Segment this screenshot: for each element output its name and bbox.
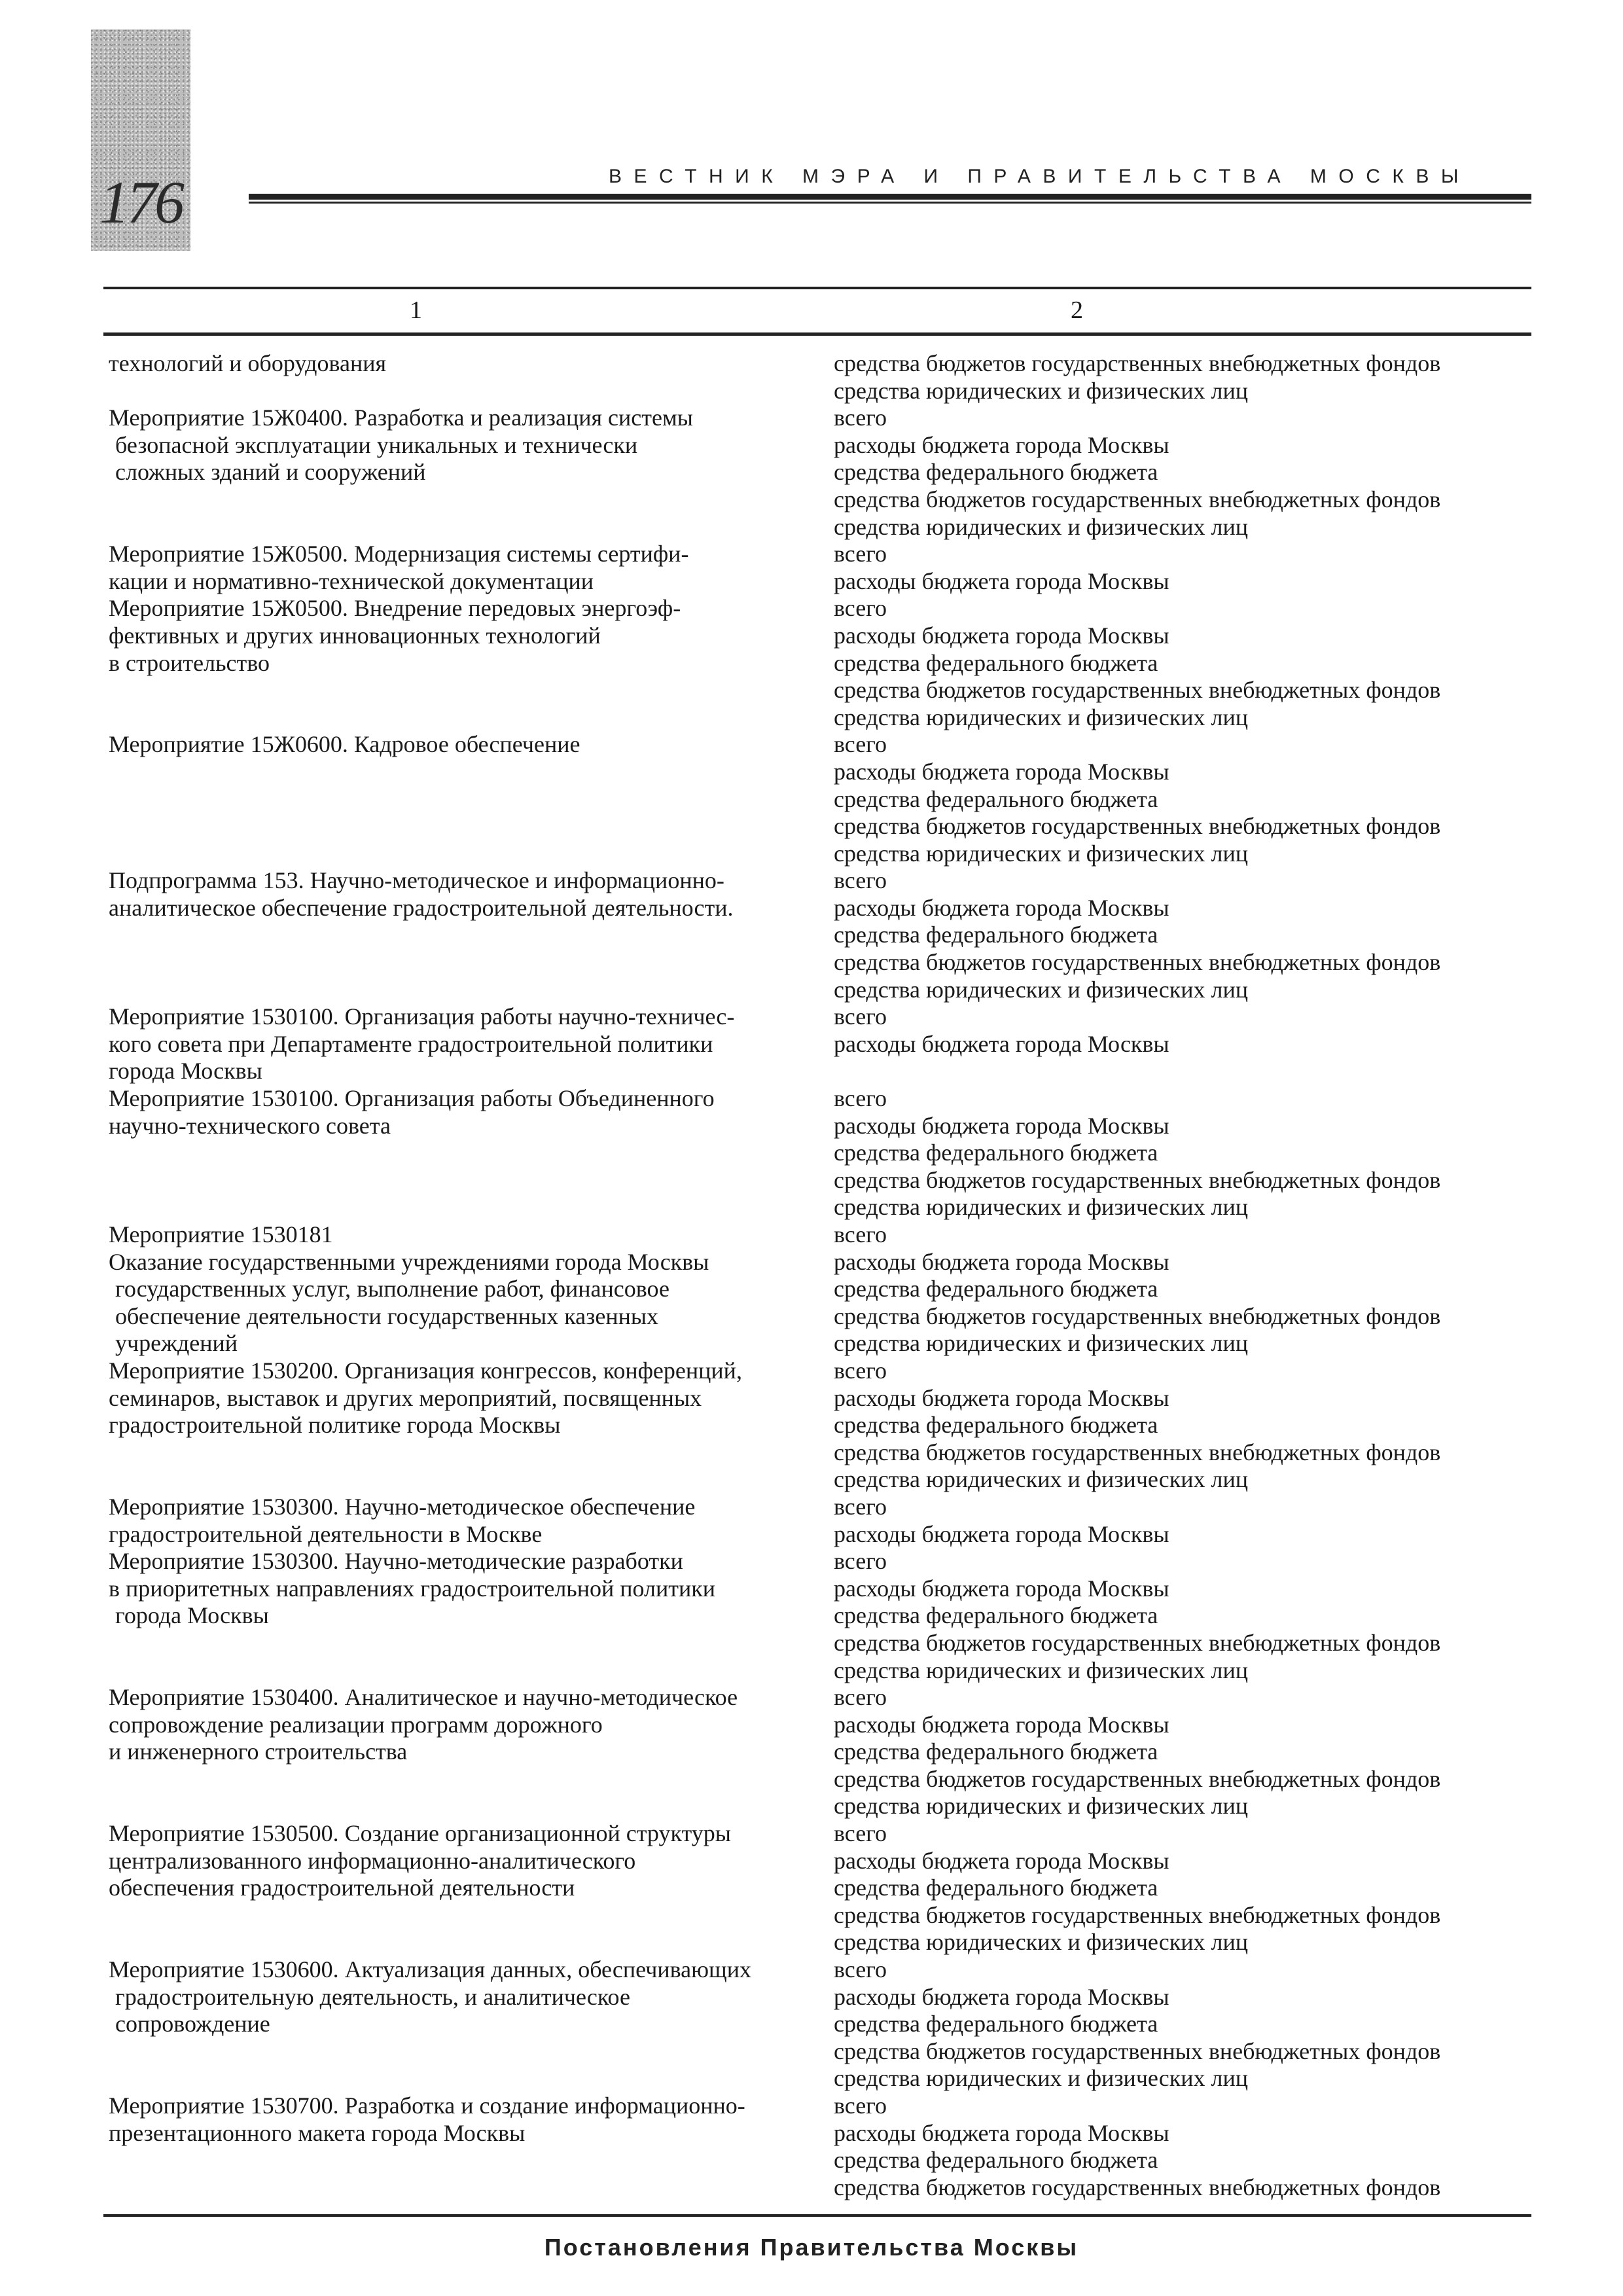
table-cell-left (109, 922, 835, 949)
table-cell-right: средства юридических и физических лиц (834, 1194, 1249, 1221)
table-cell-left: Мероприятие 1530300. Научно-методические разработки (109, 1548, 683, 1575)
table-cell-left: Мероприятие 15Ж0500. Модернизация системы сертифи- (109, 541, 689, 567)
table-cell-left (109, 759, 835, 786)
journal-title: ВЕСТНИК МЭРА И ПРАВИТЕЛЬСТВА МОСКВЫ (609, 166, 1471, 187)
table-cell-left: аналитическое обеспечение градостроительной деятельности. (109, 894, 734, 921)
table-cell-right: средства федерального бюджета (834, 1139, 1158, 1166)
table-cell-left (109, 1630, 835, 1657)
table-cell-left: сопровождение реализации программ дорожного (109, 1711, 603, 1738)
table-cell-right: всего (834, 731, 887, 758)
table-cell-left: Мероприятие 1530100. Организация работы Объединенного (109, 1085, 715, 1112)
table-cell-right: средства федерального бюджета (834, 2147, 1158, 2174)
table-column-funding-source (834, 350, 1534, 2201)
table-cell-left (109, 1902, 835, 1929)
table-cell-right: всего (834, 1548, 887, 1575)
table-cell-right: средства федерального бюджета (834, 2011, 1158, 2037)
table-cell-left: Мероприятие 1530300. Научно-методическое обеспечение (109, 1493, 696, 1520)
table-cell-left (109, 977, 835, 1004)
table-column-description (109, 350, 835, 2201)
table-cell-right: расходы бюджета города Москвы (834, 894, 1169, 921)
table-cell-left: Оказание государственными учреждениями города Москвы (109, 1248, 709, 1275)
table-cell-left: Мероприятие 15Ж0600. Кадровое обеспечение (109, 731, 580, 758)
table-cell-left: учреждений (115, 1330, 238, 1357)
table-cell-left: технологий и оборудования (109, 350, 387, 376)
table-cell-left: Мероприятие 1530200. Организация конгрессов, конференций, (109, 1357, 742, 1384)
table-cell-right: расходы бюджета города Москвы (834, 1112, 1169, 1139)
table-cell-right: средства федерального бюджета (834, 1412, 1158, 1439)
table-cell-left (109, 677, 835, 704)
table-cell-left: презентационного макета города Москвы (109, 2119, 526, 2146)
table-cell-right: средства федерального бюджета (834, 459, 1158, 486)
table-cell-right: всего (834, 2092, 887, 2119)
table-cell-right: всего (834, 1493, 887, 1520)
table-cell-left: обеспечение деятельности государственных казенных (115, 1302, 659, 1329)
table-cell-right: всего (834, 867, 887, 894)
table-cell-right: средства юридических и физических лиц (834, 1929, 1249, 1956)
table-cell-left: Мероприятие 1530500. Создание организационной структуры (109, 1820, 731, 1847)
page-number: 176 (99, 169, 182, 236)
table-cell-left (109, 1139, 835, 1167)
table-cell-left (109, 786, 835, 814)
table-top-rule (103, 287, 1531, 289)
table-cell-right: средства юридических и физических лиц (834, 1657, 1249, 1683)
table-cell-right: средства юридических и физических лиц (834, 1466, 1249, 1493)
table-cell-right: средства юридических и физических лиц (834, 1330, 1249, 1357)
header-rule (249, 194, 1531, 200)
table-cell-left: Мероприятие 15Ж0400. Разработка и реализация системы (109, 404, 693, 431)
table-cell-left (109, 1167, 835, 1194)
table-cell-left (109, 704, 835, 732)
table-cell-left (109, 2147, 835, 2174)
table-cell-right: средства бюджетов государственных внебюджетных фондов (834, 677, 1441, 704)
table-cell-right: расходы бюджета города Москвы (834, 1983, 1169, 2010)
table-cell-left (109, 949, 835, 977)
table-cell-left (109, 1439, 835, 1467)
table-cell-left: и инженерного строительства (109, 1738, 408, 1765)
table-cell-right: средства бюджетов государственных внебюджетных фондов (834, 2037, 1441, 2064)
table-cell-left: в строительство (109, 649, 270, 676)
table-cell-right: средства юридических и физических лиц (834, 840, 1249, 867)
table-cell-right: средства юридических и физических лиц (834, 976, 1249, 1003)
table-cell-left: Мероприятие 1530700. Разработка и создание информационно- (109, 2092, 745, 2119)
table-cell-right: средства бюджетов государственных внебюджетных фондов (834, 1901, 1441, 1928)
column-number-2: 2 (1071, 296, 1083, 324)
table-cell-right: всего (834, 1357, 887, 1384)
table-cell-right: расходы бюджета города Москвы (834, 1847, 1169, 1874)
table-bottom-rule (103, 2214, 1531, 2217)
table-cell-right: средства бюджетов государственных внебюджетных фондов (834, 1629, 1441, 1656)
page-number-badge (91, 29, 190, 251)
table-cell-right (834, 1058, 1534, 1085)
table-head-rule (103, 332, 1531, 336)
table-cell-left: Мероприятие 15Ж0500. Внедрение передовых энергоэф- (109, 595, 681, 622)
table-cell-left: градостроительной политике города Москвы (109, 1412, 561, 1439)
header-rule-thin (249, 202, 1531, 204)
table-cell-right: средства федерального бюджета (834, 1874, 1158, 1901)
table-cell-left: города Москвы (115, 1602, 269, 1629)
table-cell-left: Мероприятие 1530600. Актуализация данных, обеспечивающих (109, 1956, 752, 1983)
table-cell-right: средства юридических и физических лиц (834, 2065, 1249, 2092)
table-cell-right: всего (834, 1221, 887, 1247)
table-cell-right: всего (834, 1820, 887, 1847)
table-cell-right: всего (834, 1003, 887, 1030)
table-cell-right: средства юридических и физических лиц (834, 513, 1249, 540)
table-cell-right: расходы бюджета города Москвы (834, 1520, 1169, 1547)
footer-section-title: Постановления Правительства Москвы (544, 2234, 1079, 2261)
column-number-1: 1 (410, 296, 422, 324)
table-cell-right: всего (834, 595, 887, 622)
table-cell-right: средства бюджетов государственных внебюджетных фондов (834, 813, 1441, 840)
table-cell-left: централизованного информационно-аналитического (109, 1847, 636, 1874)
table-cell-right: расходы бюджета города Москвы (834, 1575, 1169, 1602)
table-cell-left: научно-технического совета (109, 1112, 391, 1139)
table-cell-left: семинаров, выставок и других мероприятий, посвященных (109, 1384, 702, 1411)
table-cell-right: средства бюджетов государственных внебюджетных фондов (834, 350, 1441, 376)
table-cell-left (109, 1929, 835, 1956)
table-cell-right: средства бюджетов государственных внебюджетных фондов (834, 1302, 1441, 1329)
table-cell-left (109, 1466, 835, 1494)
table-cell-left (109, 2038, 835, 2066)
table-cell-right: всего (834, 1956, 887, 1983)
table-cell-left (109, 1657, 835, 1685)
table-cell-right: всего (834, 1085, 887, 1112)
table-cell-left (109, 378, 835, 405)
table-cell-right: средства федерального бюджета (834, 785, 1158, 812)
table-cell-right: расходы бюджета города Москвы (834, 2119, 1169, 2146)
table-cell-left: градостроительную деятельность, и аналитическое (115, 1983, 630, 2010)
table-cell-right: средства бюджетов государственных внебюджетных фондов (834, 1765, 1441, 1792)
table-cell-right: расходы бюджета города Москвы (834, 431, 1169, 458)
table-cell-right: расходы бюджета города Москвы (834, 758, 1169, 785)
table-cell-left: города Москвы (109, 1058, 262, 1085)
table-cell-left (109, 813, 835, 840)
table-cell-left: Мероприятие 1530400. Аналитическое и научно-методическое (109, 1684, 738, 1711)
table-cell-right: всего (834, 404, 887, 431)
table-cell-right: всего (834, 1684, 887, 1711)
table-cell-left: Мероприятие 1530181 (109, 1221, 333, 1247)
table-cell-left: градостроительной деятельности в Москве (109, 1520, 543, 1547)
table-cell-right: средства бюджетов государственных внебюджетных фондов (834, 486, 1441, 512)
table-cell-right: средства бюджетов государственных внебюджетных фондов (834, 2174, 1441, 2200)
table-cell-right: средства бюджетов государственных внебюджетных фондов (834, 1439, 1441, 1465)
table-cell-right: расходы бюджета города Москвы (834, 622, 1169, 649)
table-cell-left (109, 2065, 835, 2092)
table-cell-left: государственных услуг, выполнение работ, финансовое (115, 1276, 669, 1302)
table-cell-right: расходы бюджета города Москвы (834, 1384, 1169, 1411)
table-cell-right: средства федерального бюджета (834, 1602, 1158, 1629)
table-cell-left: обеспечения градостроительной деятельности (109, 1874, 575, 1901)
table-cell-right: всего (834, 541, 887, 567)
table-cell-left: безопасной эксплуатации уникальных и технически (115, 431, 638, 458)
table-cell-right: средства юридических и физических лиц (834, 1793, 1249, 1820)
table-cell-right: расходы бюджета города Москвы (834, 1030, 1169, 1057)
table-cell-right: средства бюджетов государственных внебюджетных фондов (834, 1166, 1441, 1193)
table-cell-left: кации и нормативно-технической документации (109, 567, 594, 594)
table-cell-left (109, 1793, 835, 1820)
table-cell-left: в приоритетных направлениях градостроительной политики (109, 1575, 716, 1602)
table-cell-left (109, 486, 835, 514)
table-cell-right: расходы бюджета города Москвы (834, 567, 1169, 594)
table-cell-left (109, 514, 835, 541)
table-cell-left: фективных и других инновационных технологий (109, 622, 601, 649)
table-cell-right: средства бюджетов государственных внебюджетных фондов (834, 949, 1441, 976)
table-cell-left (109, 2174, 835, 2202)
table-cell-right: средства федерального бюджета (834, 649, 1158, 676)
table-cell-left: сопровождение (115, 2011, 270, 2037)
table-cell-left: сложных зданий и сооружений (115, 459, 426, 486)
table-cell-right: средства федерального бюджета (834, 922, 1158, 948)
table-cell-right: средства федерального бюджета (834, 1738, 1158, 1765)
table-cell-left: Подпрограмма 153. Научно-методическое и информационно- (109, 867, 724, 894)
table-cell-right: расходы бюджета города Москвы (834, 1248, 1169, 1275)
table-cell-left (109, 1194, 835, 1221)
table-cell-right: средства федерального бюджета (834, 1276, 1158, 1302)
table-cell-left (109, 840, 835, 868)
table-cell-right: средства юридических и физических лиц (834, 377, 1249, 404)
table-cell-left: Мероприятие 1530100. Организация работы научно-техничес- (109, 1003, 735, 1030)
table-cell-right: расходы бюджета города Москвы (834, 1711, 1169, 1738)
table-cell-left (109, 1766, 835, 1793)
table-cell-left: кого совета при Департаменте градостроительной политики (109, 1030, 713, 1057)
table-cell-right: средства юридических и физических лиц (834, 704, 1249, 730)
